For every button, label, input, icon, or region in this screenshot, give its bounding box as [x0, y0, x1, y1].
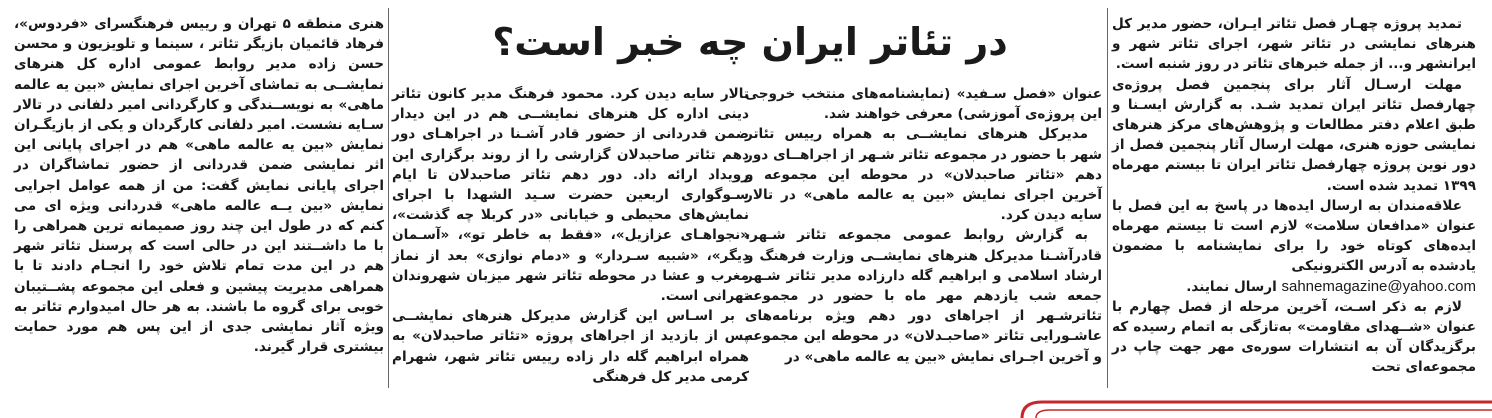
- headline: در تئاتر ایران چه خبر است؟: [492, 20, 1008, 64]
- paragraph: مهلت ارسـال آثار برای پنجمین فصل پروژه‌ی چهارفصل تئاتر ایران تمدید شـد. به گزارش ایسـنا و طبق اعلام دفتر مطالعات و پژوهش‌های مرکز هنرهای نمایشی حوزه هنری، مهلت ارسال آثار پنجمین فصل از دور نوین پروژه چهارفصل تئاتر ایران تا بیستم مهرماه ۱۳۹۹ تمدید شده است.: [1112, 76, 1476, 194]
- paragraph: عنوان «فصل سـفید» (نمایشنامه‌های منتخب خروجی این پروژه‌ی آموزشی) معرفی خواهند شد.: [745, 86, 1102, 123]
- email-address[interactable]: sahnemagazine@yahoo.com: [1281, 277, 1476, 295]
- paragraph: به گزارش روابط عمومی مجموعه تئاتر شـهر، قادرآشـنا مدیرکل هنرهای نمایشــی وزارت فرهنگ و ارشاد اسلامی و ابراهیم گله دارزاده مدیر تئاتر شـهر جمعه شب یازدهم مهر ماه با حضور در مجموعه تئاترشـهر از اجراهای دور دهم ویژه برنامه‌های عاشـورایی تئاتر «صاحبـدلان» در محوطه این مجموعه و آخرین اجـرای نمایش «بین یه عالمه ماهی» در: [745, 227, 1102, 365]
- email-line: [1112, 277, 1476, 297]
- article-column-2: [745, 84, 1102, 367]
- paragraph: تمدید پروژه چهـار فصل تئاتر ایـران، حضور مدیر کل هنرهای نمایشی در تئاتر شهر، اجرای تئاتر شهر و ایرانشهر و... از جمله خبرهای تئاتر در روز شنبه است.: [1112, 16, 1476, 73]
- decorative-border: [1002, 388, 1492, 418]
- paragraph: تالار سایه دیدن کرد. محمود فرهنگ مدیر کانون تئاتر دینی اداره کل هنرهای نمایشــی هم در این دیدار ضمن قدردانی از حضور قادر آشـنا در اجراهـای دور دهم تئاتر صاحبدلان گزارشی را از روند برگزاری این رویداد ارائه داد. دور دهم تئاتر صاحبدلان تا ایام سـوگواری اربعین حضرت سـید الشهدا با اجرای نمایش‌های محیطی و خیابانی «در کربلا چه گذشت»، «نجواهـای عزازیل»، «فقط به خاطر تو»، «آسـمان دیگر»، «شبیه سـردار» و «دمام نوازی» بعد از نماز مغرب و عشا در محوطه تئاتر شهر میزبان شهروندان تهرانی است.: [392, 86, 749, 305]
- paragraph: بر اسـاس این گزارش مدیرکل هنرهای نمایشــی پس از بازدید از اجراهای پروژه «تئاتر صاحبدلان» به همراه ابراهیم گله دار زاده رییس تئاتر شهر، شهرام کرمی مدیر کل فرهنگی: [392, 308, 749, 385]
- column-divider: [388, 8, 389, 388]
- column-divider: [1107, 8, 1108, 388]
- paragraph: لازم به ذکر اسـت، آخرین مرحله از فصل چهارم با عنوان «شــهدای مقاومت» به‌تازگی به اتمام رسیده که برگزیدگان آن به انتشارات سوره‌ی مهر جهت چاپ در مجموعه‌ای تحت: [1112, 298, 1476, 376]
- paragraph: علاقه‌مندان به ارسال ایده‌ها در پاسخ به این فصل با عنوان «مدافعان سلامت» لازم است تا بیستم مهرماه ایده‌های کوتاه خود را برای نمایشنامه با مضمون یادشده به آدرس الکترونیکی: [1112, 197, 1476, 275]
- paragraph: هنری منطقه ۵ تهران و رییس فرهنگسرای «فردوس»، فرهاد قائمیان بازیگر تئاتر ، سینما و تلویزیون و محسن حسن زاده مدیر روابط عمومی اداره کل هنرهای نمایشــی به تماشای آخرین اجرای نمایش «بین یه عالمه ماهی» به نویســندگی و کارگردانی امیر دلفانی در تالار سـایه نشست. امیر دلفانی کارگردان و یکی از بازیگـران نمایش «بین یه عالمه ماهی» هم در اجرای پایانی این اثر نمایشی ضمن قدردانی از حضور تماشاگران در اجرای پایانی نمایش گفت: من از همه عوامل اجرایی نمایش «بین یــه عالمه ماهی» قدردانی ویژه ای می کنم که در طول این چند روز صمیمانه ترین همراهی را با ما داشــتند این در حالی است که پرسنل تئاتر شهر هم در این مدت تمام تلاش خود را انجـام دادند تا با همراهی مدیریت پیشین و فعلی این مجموعه پشــتیبان خوبی برای گروه ما باشند. به هر حال امیدوارم تئاتر به ویژه آثار نمایشی جدی از این پس هم مورد حمایت بیشتری قرار گیرند.: [14, 16, 384, 356]
- article-column-3: [392, 84, 749, 387]
- article-column-1: [1112, 14, 1476, 378]
- email-line-text: ارسال نمایند.: [1186, 278, 1277, 295]
- article-column-4: [14, 14, 384, 357]
- paragraph: مدیرکل هنرهای نمایشــی به همراه رییس تئاتر شهر با حضور در مجموعه تئاتر شـهر از اجراهــای دور دهم «تئاتر صاحبدلان» در محوطه این مجموعه و آخرین اجرای نمایش «بین یه عالمه ماهی» در تالار سایه دیدن کرد.: [745, 126, 1102, 224]
